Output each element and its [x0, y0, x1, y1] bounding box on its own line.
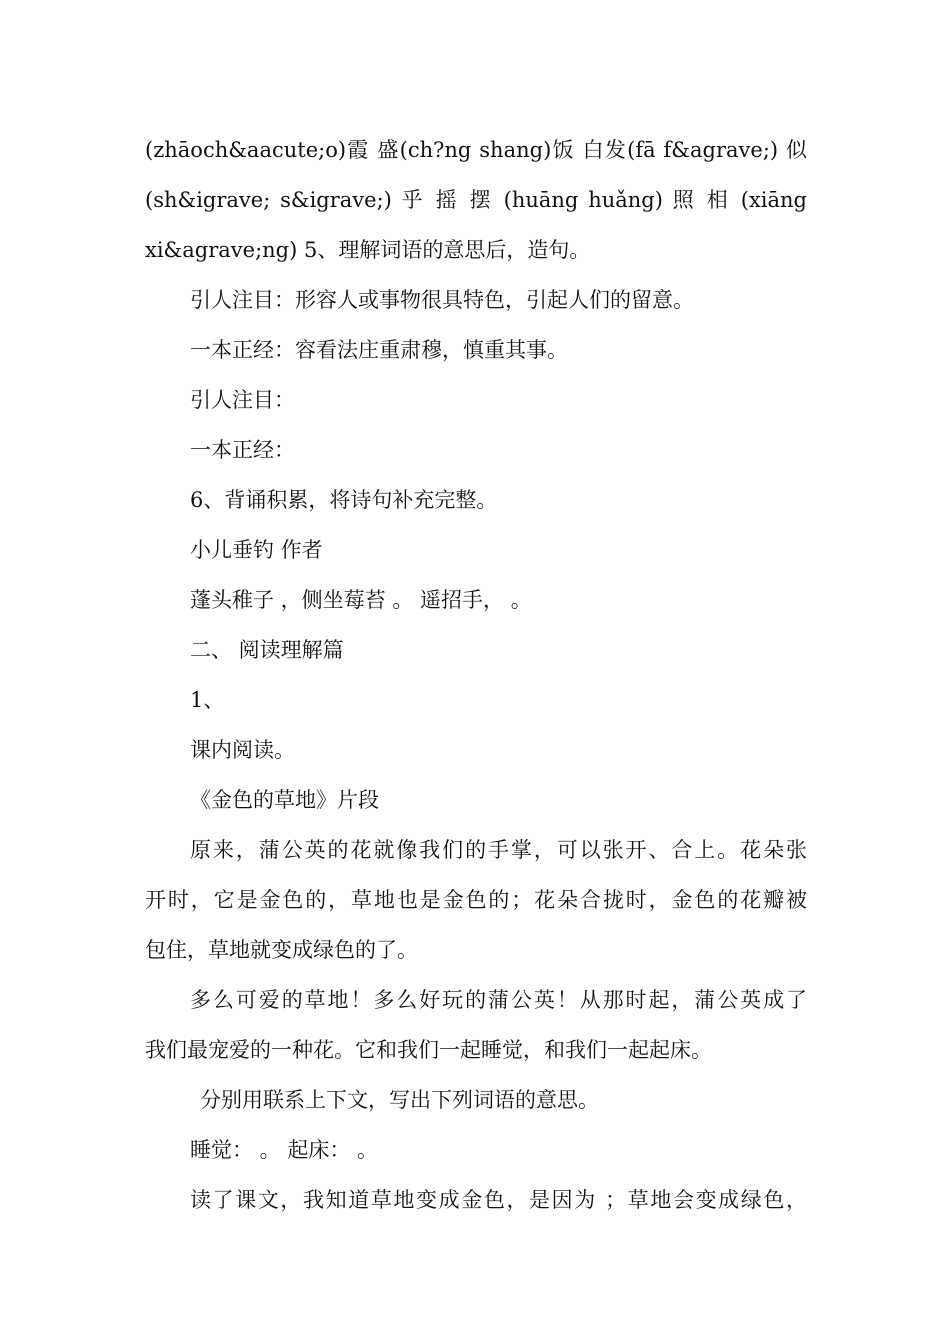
text-line: 开时，它是金色的，草地也是金色的；花朵合拢时，金色的花瓣被 [145, 888, 807, 912]
text-line: 分别用联系上下文，写出下列词语的意思。 [200, 1088, 599, 1112]
text-line: xi&agrave;ng) 5、理解词语的意思后，造句。 [145, 238, 591, 262]
text-line: 一本正经：容看法庄重肃穆，慎重其事。 [190, 338, 568, 362]
text-line: (zhāoch&aacute;o)霞 盛(ch?ng shang)饭 白发(fā f&agrave;) 似 [145, 138, 807, 162]
text-line: 我们最宠爱的一种花。它和我们一起睡觉，和我们一起起床。 [145, 1038, 712, 1062]
text-line: 引人注目： [190, 388, 295, 412]
text-line: 多么可爱的草地！多么好玩的蒲公英！从那时起，蒲公英成了 [190, 988, 807, 1012]
text-line: 小儿垂钓 作者 [190, 538, 323, 562]
text-line: 课内阅读。 [190, 738, 295, 762]
text-line: (sh&igrave; s&igrave;) 乎 摇 摆 (huāng huǎng) 照 相 (xiāng [145, 188, 807, 212]
text-line: 1、 [190, 688, 225, 712]
text-line: 6、背诵积累，将诗句补充完整。 [190, 488, 498, 512]
text-line: 睡觉： 。 起床： 。 [190, 1138, 379, 1162]
passage-title: 《金色的草地》片段 [190, 788, 379, 812]
section-heading: 二、 阅读理解篇 [190, 638, 344, 662]
text-line: 原来，蒲公英的花就像我们的手掌，可以张开、合上。花朵张 [190, 838, 807, 862]
text-line: 引人注目：形容人或事物很具特色，引起人们的留意。 [190, 288, 694, 312]
text-line: 一本正经： [190, 438, 295, 462]
text-line: 读了课文，我知道草地变成金色，是因为 ；草地会变成绿色， [190, 1188, 807, 1212]
text-line: 包住，草地就变成绿色的了。 [145, 938, 418, 962]
text-line: 蓬头稚子 ，侧坐莓苔 。 遥招手， 。 [190, 588, 532, 612]
